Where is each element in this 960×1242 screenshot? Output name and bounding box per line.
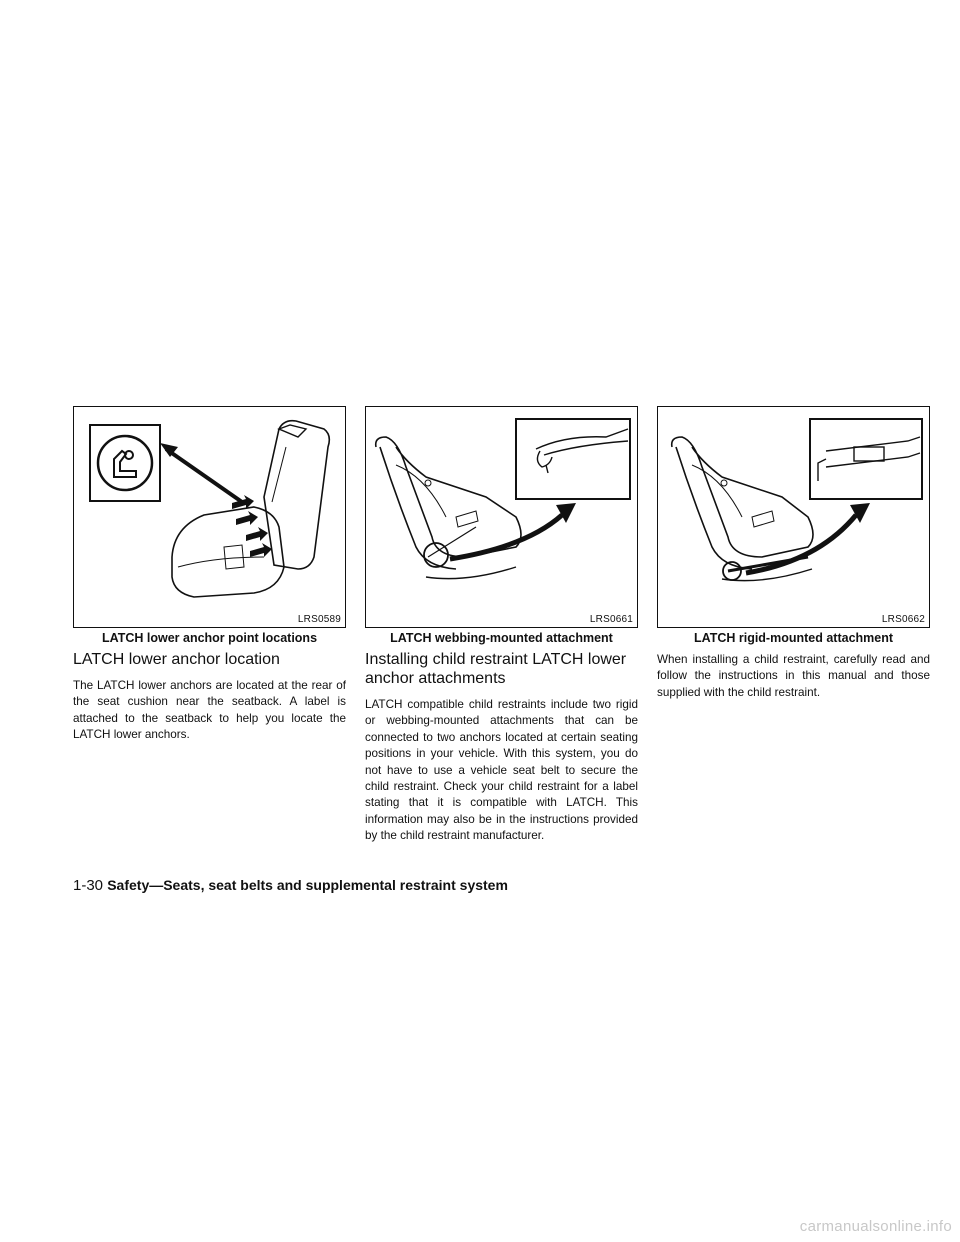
column-3: [657, 406, 930, 701]
column-2: [365, 406, 638, 845]
figure-lower-anchor-locations: [73, 406, 346, 628]
webbing-attachment-illustration: [366, 407, 637, 627]
figure-caption: LATCH webbing-mounted attachment: [390, 631, 613, 645]
figure-code: LRS0661: [589, 614, 633, 625]
column-1: [73, 406, 346, 744]
section-body: When installing a child restraint, carefully read and follow the instructions in this manual and those supplied with the child restraint.: [657, 653, 930, 699]
figure-code: LRS0589: [297, 614, 341, 625]
rigid-attachment-illustration: [658, 407, 929, 627]
page-footer: [73, 877, 508, 894]
page-number: 1-30: [73, 877, 104, 894]
figure-webbing-attachment: [365, 406, 638, 628]
section-body: LATCH compatible child restraints include two rigid or webbing-mounted attachments that can be connected to two anchors located at certain seating positions in your vehicle. With this system, you do not have to use a vehicle seat belt to secure the child restraint. Check your child restraint for a label stating that it is compatible with LATCH. This information may also be in the instructions provided by the child restraint manufacturer.: [365, 698, 638, 843]
figure-rigid-attachment: [657, 406, 930, 628]
seat-anchor-illustration: [74, 407, 345, 627]
section-heading: Installing child restraint LATCH lower anchor attachments: [365, 651, 627, 687]
figure-code: LRS0662: [881, 614, 925, 625]
figure-caption: LATCH lower anchor point locations: [101, 631, 318, 645]
figure-caption: LATCH rigid-mounted attachment: [693, 631, 894, 645]
watermark: carmanualsonline.info: [799, 1218, 952, 1235]
section-body: The LATCH lower anchors are located at the rear of the seat cushion near the seatback. A label is attached to the seatback to help you locate the LATCH lower anchors.: [73, 679, 346, 742]
chapter-title: Safety—Seats, seat belts and supplemental restraint system: [107, 877, 508, 893]
section-heading: LATCH lower anchor location: [73, 651, 280, 668]
